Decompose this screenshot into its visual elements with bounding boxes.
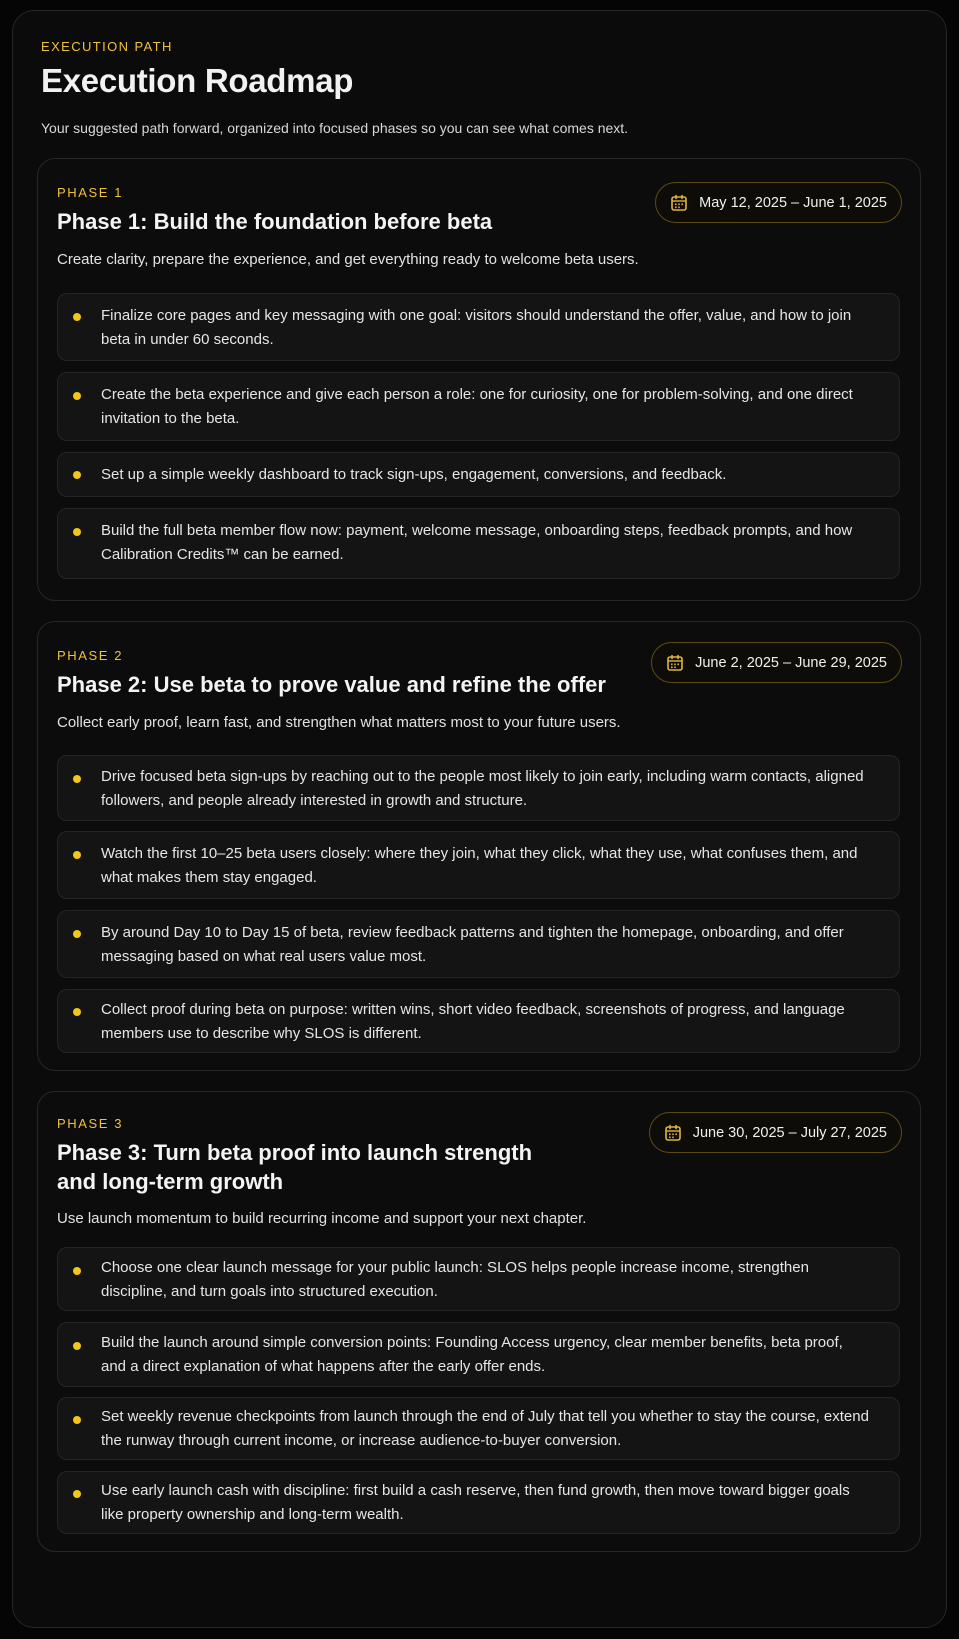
task-item bbox=[57, 1247, 900, 1311]
task-text: Choose one clear launch message for your public launch: SLOS helps people increase income, strengthen discipline, and turn goals into structured execution. bbox=[101, 1259, 809, 1300]
date-range-badge bbox=[649, 1112, 902, 1153]
phase-description: Use launch momentum to build recurring income and support your next chapter. bbox=[57, 1210, 587, 1227]
task-text: By around Day 10 to Day 15 of beta, review feedback patterns and tighten the homepage, onboarding, and offer messaging based on what real users value most. bbox=[101, 924, 844, 965]
task-text: Set up a simple weekly dashboard to track sign-ups, engagement, conversions, and feedback. bbox=[101, 466, 727, 483]
phase-description: Collect early proof, learn fast, and strengthen what matters most to your future users. bbox=[57, 714, 621, 731]
phase-title: Phase 1: Build the foundation before beta bbox=[57, 209, 493, 234]
phase-description: Create clarity, prepare the experience, and get everything ready to welcome beta users. bbox=[57, 251, 639, 268]
task-item bbox=[57, 989, 900, 1053]
calendar-icon bbox=[670, 194, 688, 212]
date-range-text: June 30, 2025 – July 27, 2025 bbox=[692, 1124, 887, 1141]
task-item bbox=[57, 1322, 900, 1387]
task-item bbox=[57, 508, 900, 579]
bullet-dot bbox=[73, 851, 81, 859]
task-text: Set weekly revenue checkpoints from launch through the end of July that tell you whether to stay the course, extend the runway through current income, or increase audience-to-buyer conversion. bbox=[101, 1408, 869, 1449]
phase-label: PHASE 2 bbox=[57, 648, 124, 663]
task-item bbox=[57, 293, 900, 361]
phase-card-2 bbox=[37, 621, 921, 1071]
task-item bbox=[57, 1471, 900, 1534]
calendar-icon bbox=[664, 1124, 682, 1142]
date-range-badge bbox=[655, 182, 902, 223]
task-text: Finalize core pages and key messaging with one goal: visitors should understand the offer, value, and how to join beta in under 60 seconds. bbox=[101, 307, 852, 348]
calendar-icon bbox=[666, 654, 684, 672]
page-subtitle: Your suggested path forward, organized into focused phases so you can see what comes next. bbox=[41, 120, 629, 136]
bullet-dot bbox=[73, 1490, 81, 1498]
bullet-dot bbox=[73, 1416, 81, 1424]
task-text: Drive focused beta sign-ups by reaching out to the people most likely to join early, including warm contacts, aligned followers, and people already interested in growth and structure. bbox=[101, 768, 864, 809]
task-text: Build the launch around simple conversion points: Founding Access urgency, clear member benefits, beta proof, and a direct explanation of what happens after the early offer ends. bbox=[101, 1334, 843, 1375]
task-text: Build the full beta member flow now: payment, welcome message, onboarding steps, feedback prompts, and how Calibration Credits™ can be earned. bbox=[101, 522, 853, 563]
section-eyebrow: EXECUTION PATH bbox=[41, 39, 173, 54]
phase-card-1 bbox=[37, 158, 921, 601]
task-text: Collect proof during beta on purpose: written wins, short video feedback, screenshots of progress, and language members use to describe why SLOS is different. bbox=[101, 1001, 845, 1042]
phase-label: PHASE 1 bbox=[57, 185, 124, 200]
date-range-badge bbox=[651, 642, 902, 683]
task-text: Use early launch cash with discipline: first build a cash reserve, then fund growth, then move toward bigger goals like property ownership and long-term wealth. bbox=[101, 1482, 850, 1523]
page-title: Execution Roadmap bbox=[41, 62, 354, 99]
bullet-dot bbox=[73, 392, 81, 400]
task-item bbox=[57, 755, 900, 821]
bullet-dot bbox=[73, 1008, 81, 1016]
task-item bbox=[57, 1397, 900, 1460]
bullet-dot bbox=[73, 1267, 81, 1275]
date-range-text: June 2, 2025 – June 29, 2025 bbox=[695, 654, 887, 671]
phase-title: Phase 2: Use beta to prove value and refine the offer bbox=[57, 672, 606, 697]
phase-card-3 bbox=[37, 1091, 921, 1552]
task-item bbox=[57, 910, 900, 978]
phase-label: PHASE 3 bbox=[57, 1116, 124, 1131]
task-item bbox=[57, 452, 900, 497]
task-text: Watch the first 10–25 beta users closely: where they join, what they click, what they use, what confuses them, and what makes them stay engaged. bbox=[101, 845, 858, 886]
bullet-dot bbox=[73, 528, 81, 536]
bullet-dot bbox=[73, 930, 81, 938]
phase-title: Phase 3: Turn beta proof into launch strength and long-term growth bbox=[57, 1140, 533, 1194]
bullet-dot bbox=[73, 313, 81, 321]
date-range-text: May 12, 2025 – June 1, 2025 bbox=[699, 194, 887, 211]
task-item bbox=[57, 831, 900, 899]
task-text: Create the beta experience and give each person a role: one for curiosity, one for problem-solving, and one direct invitation to the beta. bbox=[101, 386, 853, 427]
task-item bbox=[57, 372, 900, 441]
bullet-dot bbox=[73, 1342, 81, 1350]
bullet-dot bbox=[73, 471, 81, 479]
bullet-dot bbox=[73, 775, 81, 783]
